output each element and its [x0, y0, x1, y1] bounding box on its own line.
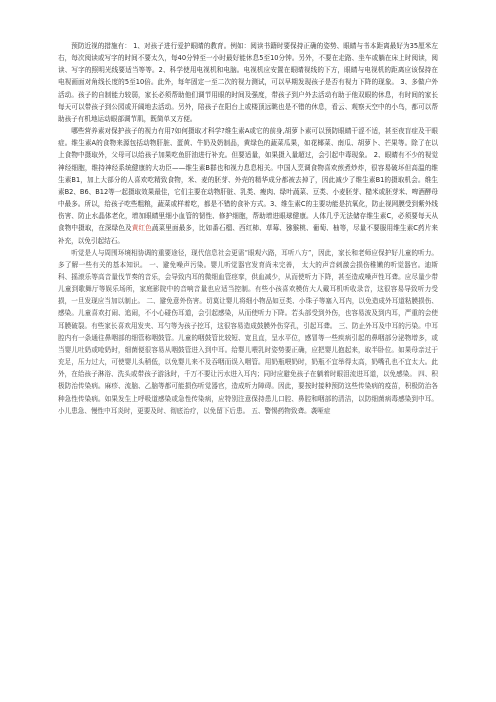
highlighted-word: 黄红色: [131, 224, 152, 233]
paragraph-vision-nutrition: 哪些营养素对保护孩子的视力有用?如何摄取才科学?维生素A或它的前身,胡萝卜素可以预防眼睛干涩不适，甚至夜盲症及干眼症。维生素A的食物来源包括动物肝脏、蛋黄、牛奶及奶制品，黄绿色的蔬菜瓜果，如花椰菜、南瓜、胡萝卜、芒果等。除了在以上食物中摄取外，父母可以给孩子加果吃鱼肝油进行补充。但要适量，如果摄入量超过，会引起中毒现象。 2、眼睛有不少的视觉神经细胞，维持神经系统健康的大功臣——维生素B群也和视力息息相关。中国人烹调食物喜欢煎煮炒炸，很容易破坏但高温的维生素B1，加上大部分的人喜欢吃精致食物，米、麦的胚芽、外壳的精华成分都被去掉了，因此减少了维生素B1的摄取机会。维生素B2、B6、B12等一起摄取效果最佳，它们主要在动物肝脏、乳类、瘦肉、绿叶蔬菜、豆类、小麦胚芽、糙米或胚芽米、啤酒酵母中最多。所以，给孩子吃些粗粮，蔬菜或样着吃，都是不错的食补方式。3、维生素C的主要功能是抗氧化，防止视网膜受到紫外线伤害、防止水晶体老化，增加眼睛里细小血管的韧性、修护细胞，帮助增进眼球健康。人体几乎无法储存维生素C，必须要每天从食物中摄取，在深绿色及黄红色蔬菜里面最多，比如番石榴、西红柿、草莓、猕猴桃、葡萄、柚等，尽量不要服用维生素C药片来补充，以免引起结石。: [58, 127, 439, 245]
document-body: [58, 40, 438, 417]
paragraph-myopia-prevention: 预防近视的措施有： 1、对孩子进行爱护眼睛的教育。例如：阅读书籍时要保持正确的姿势、眼睛与书本距离最好为35厘米左右，每次阅读或写字的时间不要太久，每40分钟至一小时最好能休息5至10分钟。另外，不要在走路、坐车或躺在床上时阅读，阅读、写字的照明光线要适当等等。2、科学使用电视机和电脑。电视机应安置在眼睛视线的下方，眼睛与电视机的距离应该保持在电视画面对角线长度的5至10倍。此外，每年固定一至二次的视力测试，可以早期发现孩子是否有视力下降的现象。 3、多做户外活动。孩子的自制能力较弱，家长必须帮助他们调节用眼的时间及强度，带孩子到户外去活动有助于他双眼的休息，有时间的家长每天可以带孩子到公园或开阔地去活动。另外，陪孩子在阳台上或楼顶远眺也是不错的休息，看云、观察天空中的小鸟，都可以帮助孩子有机地运动眼部调节肌，既简单又方便。: [58, 42, 438, 123]
paragraph-hearing-protection: 听觉是人与周围环境相协调的重要途径，现代信息社会更需“眼观六路，耳听八方”，因此，家长和老师应保护好儿童的听力。多了解一些有关的基本知识。 一、避免噪声污染。婴儿听觉器官发育尚未完善， 太大的声音刺激会损伤稚嫩的听觉器官。迪斯科、摇滚乐等高音量伐节奏的音乐，会导致内耳的微细血管痉挛，供血减少，从而使听力下降，甚至造成噪声性耳聋。应尽量少带儿童到歌舞厅等娱乐场所，家庭影院中的音响音量也应适当控制。有些小孩喜欢模仿大人戴耳机听收录音，这很容易导致听力受损，一旦发现应当加以制止。 二、避免意外伤害。切莫让婴儿将细小物品如豆类、小珠子等塞入耳内，以免造成外耳道粘膜损伤、感染。儿童喜欢打闹、追闹，不小心碰伤耳道，会引起感染，从而使听力下降。若头部受到外伤，也容易波及到内耳，严重的会使耳膜破裂。有些家长喜欢用发夹、耳勺等为孩子挖耳，这很容易造成鼓膜外伤穿孔，引起耳聋。 三、防止外耳及中耳的污染。中耳腔内有一条通往鼻咽部的细管称咽鼓管。儿童的咽鼓管比较短、宽且直，呈水平位，感冒等一些疾病引起的鼻咽部分泌物增多，或当婴儿吐奶或呛奶时，细菌便很容易从咽鼓管进入到中耳。给婴儿喂乳时姿势要正确，应把婴儿抱起来，取半卧位。如果母亲过于充足，压力过大，可使婴儿头稍低，以免婴儿来不及吞咽而误入咽管。用奶瓶喂奶时，奶瓶不宜举得太高，奶嘴孔也不宜太大。此外，在给孩子淋浴、洗头或带孩子游泳时，千万不要让污水进入耳内；同时应避免孩子在躺着时眼泪流进耳道，以免感染。 四、积极防治传染病。麻疹、流脑、乙脑等都可能损伤听觉器官，造成听力障碍。因此，要按时接种预防这些传染病的疫苗，积极防治各种急性传染病。如果发生上呼吸道感染或急性传染病，应特别注意保持患儿口腔、鼻腔和咽部的清洁，以防细菌病毒感染到中耳。小儿患急、慢性中耳炎时，更要及时、彻底治疗，以免留下后患。 五、警惕药物致聋。袭哑症: [58, 248, 438, 415]
